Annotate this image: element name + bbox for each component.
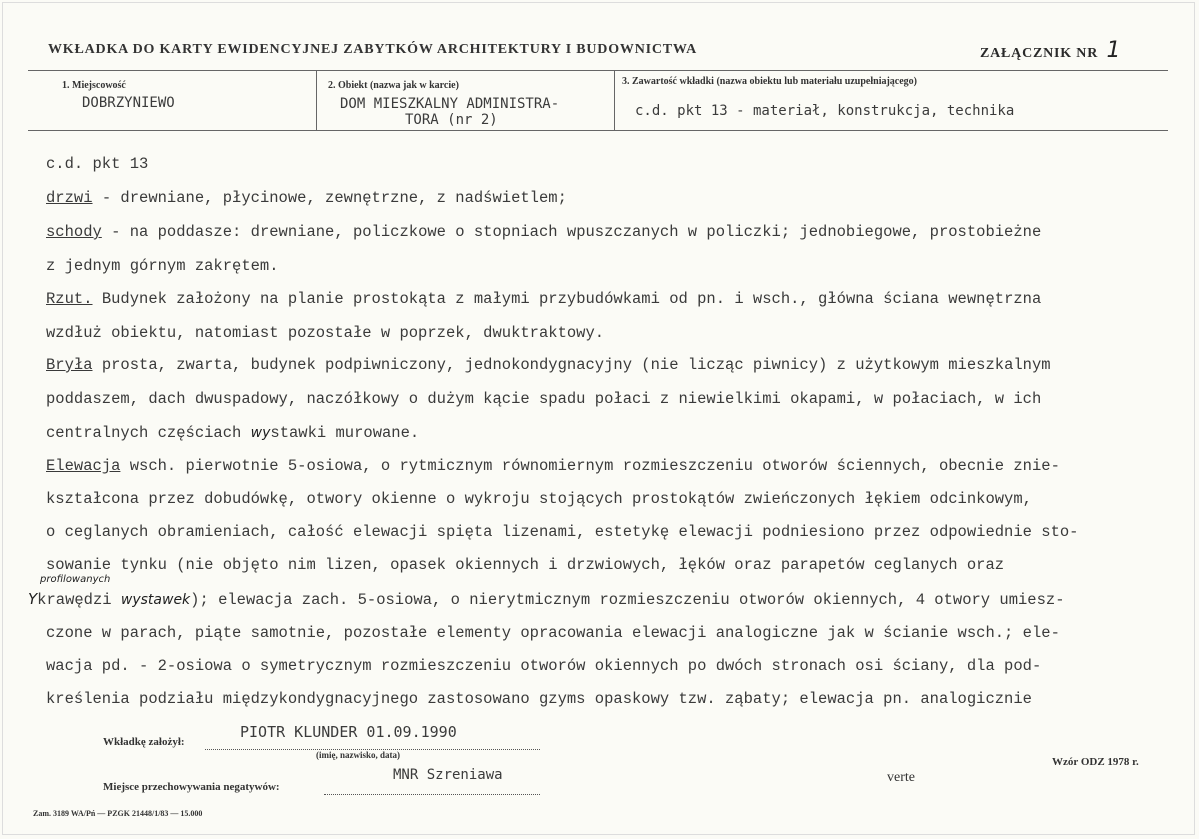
body-line-01: c.d. pkt 13 — [46, 155, 149, 173]
negatives-label: Miejsce przechowywania negatywów: — [103, 781, 280, 793]
founder-hint: (imię, nazwisko, data) — [316, 750, 400, 760]
body-line-09 — [46, 424, 419, 442]
locality-value: DOBRZYNIEWO — [82, 95, 175, 111]
body-line-14 — [28, 590, 1065, 609]
body-line-03 — [46, 223, 1041, 241]
annex-label — [980, 38, 1121, 63]
insertion-mark: Y — [28, 590, 38, 608]
body-line-03-rest: - na poddasze: drewniane, policzkowe o stopniach wpuszczanych w policzki; jednobiegowe, prostobieżne — [101, 223, 1042, 241]
header-rule-top — [28, 70, 1168, 71]
term-elewacja: Elewacja — [46, 457, 121, 475]
founder-value: PIOTR KLUNDER 01.09.1990 — [240, 723, 457, 741]
term-schody: schody — [46, 223, 102, 241]
founder-label: Wkładkę założył: — [103, 736, 185, 748]
body-line-04: z jednym górnym zakrętem. — [46, 257, 279, 275]
body-line-05-rest: Budynek założony na planie prostokąta z małymi przybudówkami od pn. i wsch., główna ściana wewnętrzna — [92, 290, 1042, 308]
body-line-14-b: ); elewacja zach. 5-osiowa, o nierytmicznym rozmieszczeniu otworów okiennych, 4 otwory umiesz- — [190, 591, 1065, 609]
body-line-17: kreślenia podziału międzykondygnacyjnego zastosowano gzyms opaskowy tzw. ząbaty; elewacja pn. analogicznie — [46, 690, 1032, 708]
negatives-dotted-line — [324, 794, 540, 795]
body-line-15: czone w parach, piąte samotnie, pozostałe elementy opracowania elewacji analogiczne jak w ścianie wsch.; ele- — [46, 624, 1060, 642]
header-rule-bottom — [28, 130, 1168, 131]
header-divider-2 — [614, 70, 615, 130]
handwritten-wy: wy — [250, 425, 271, 441]
body-line-14-a: krawędzi — [37, 591, 121, 609]
body-line-12: o ceglanych obramieniach, całość elewacji spięta lizenami, estetykę elewacji podniesiono przez odpowiednie sto- — [46, 523, 1079, 541]
object-value-line2: TORA (nr 2) — [405, 112, 498, 128]
body-line-16: wacja pd. - 2-osiowa o symetrycznym rozmieszczeniu otworów okiennych po dwóch stronach osi ściany, dla pod- — [46, 657, 1042, 675]
object-label: 2. Obiekt (nazwa jak w karcie) — [328, 80, 459, 91]
object-value-line1: DOM MIESZKALNY ADMINISTRA- — [340, 96, 560, 112]
handwritten-wystawek: wystawek — [120, 592, 191, 608]
term-rzut: Rzut. — [46, 290, 93, 308]
header-divider-1 — [316, 70, 317, 130]
body-line-09-b: stawki murowane. — [270, 424, 420, 442]
body-line-11: kształcona przez dobudówkę, otwory okienne o wykroju stojących prostokątów zwieńczonych łękiem odcinkowym, — [46, 490, 1032, 508]
body-line-02 — [46, 189, 567, 207]
body-line-08: poddaszem, dach dwuspadowy, naczółkowy o dużym kącie spadu połaci z niewielkimi okapami, w połaciach, w ich — [46, 390, 1042, 408]
annex-number: 1 — [1106, 38, 1122, 63]
verso-marker: verte — [887, 770, 915, 785]
content-label: 3. Zawartość wkładki (nazwa obiektu lub materiału uzupełniającego) — [622, 76, 918, 87]
print-info: Zam. 3189 WA/Pń — PZGK 21448/1/83 — 15.000 — [33, 809, 203, 818]
term-drzwi: drzwi — [46, 189, 93, 207]
body-line-10-rest: wsch. pierwotnie 5-osiowa, o rytmicznym równomiernym rozmieszczeniu otworów ściennych, obecnie znie- — [120, 457, 1060, 475]
page-border — [2, 2, 1195, 835]
form-version: Wzór ODZ 1978 r. — [1052, 756, 1139, 768]
body-line-02-rest: - drewniane, płycinowe, zewnętrzne, z nadświetlem; — [92, 189, 567, 207]
locality-label: 1. Miejscowość — [62, 80, 126, 91]
body-line-05 — [46, 290, 1041, 308]
negatives-value: MNR Szreniawa — [393, 767, 503, 783]
handwritten-note-profilowanych: profilowanych — [40, 574, 111, 585]
body-line-09-a: centralnych częściach — [46, 424, 251, 442]
term-bryla: Bryła — [46, 356, 93, 374]
body-line-07 — [46, 356, 1051, 374]
body-line-13: sowanie tynku (nie objęto nim lizen, opasek okiennych i drzwiowych, łęków oraz parapetów ceglanych oraz — [46, 556, 1005, 574]
body-line-07-rest: prosta, zwarta, budynek podpiwniczony, jednokondygnacyjny (nie licząc piwnicy) z użytkowym mieszkalnym — [92, 356, 1051, 374]
body-line-10 — [46, 457, 1060, 475]
content-value: c.d. pkt 13 - materiał, konstrukcja, technika — [635, 103, 1015, 119]
annex-label-text: ZAŁĄCZNIK NR — [980, 46, 1099, 61]
body-line-06: wzdłuż obiektu, natomiast pozostałe w poprzek, dwuktraktowy. — [46, 324, 605, 342]
form-title: WKŁADKA DO KARTY EWIDENCYJNEJ ZABYTKÓW ARCHITEKTURY I BUDOWNICTWA — [48, 42, 698, 57]
